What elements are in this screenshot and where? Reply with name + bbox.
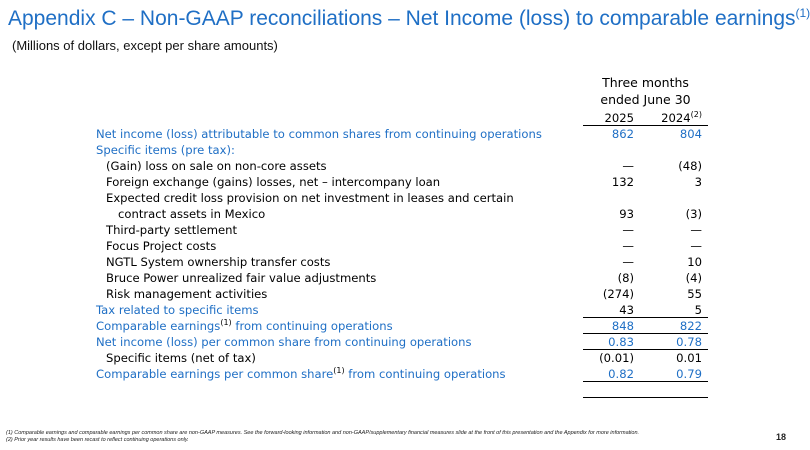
row-label: Bruce Power unrealized fair value adjustments [106, 271, 377, 285]
table-row [96, 286, 716, 302]
row-label: Focus Project costs [106, 239, 217, 253]
row-value-2024: (3) [685, 207, 702, 221]
row-value-2025: 93 [619, 207, 634, 221]
row-label [96, 366, 506, 382]
row-value-2025: 862 [611, 127, 634, 141]
reconciliation-table [96, 110, 716, 382]
table-row [96, 350, 716, 366]
row-value-2024: 3 [694, 175, 702, 189]
row-label: Net income (loss) attributable to common shares from continuing operations [96, 127, 542, 141]
table-row [96, 142, 716, 158]
row-value-2025: — [622, 239, 634, 253]
row-label: Specific items (net of tax) [106, 351, 256, 365]
row-label-tail: from continuing operations [344, 367, 506, 381]
column-header-2024-footnote-ref: (2) [690, 110, 702, 120]
column-header-2024 [642, 110, 702, 126]
row-value-2025: 132 [611, 175, 634, 189]
table-row [96, 238, 716, 254]
row-value-2024: — [690, 223, 702, 237]
table-row [96, 222, 716, 238]
row-label: Foreign exchange (gains) losses, net – intercompany loan [106, 175, 441, 189]
row-label: Risk management activities [106, 287, 268, 301]
row-label: (Gain) loss on sale on non-core assets [106, 159, 327, 173]
row-label-footnote-ref: (1) [333, 366, 345, 376]
row-value-2024: (48) [678, 159, 702, 173]
row-value-2024: 5 [694, 303, 702, 317]
footnote-2: (2) Prior year results have been recast to reflect continuing operations only. [6, 437, 189, 443]
row-value-2024: — [690, 239, 702, 253]
table-row [96, 206, 716, 222]
per-share-underline [583, 397, 708, 398]
page-title [8, 6, 810, 31]
total-divider [583, 333, 708, 334]
row-value-2025: (0.01) [599, 351, 634, 365]
row-value-2024: (4) [685, 271, 702, 285]
subtotal-divider [583, 317, 708, 318]
footnote-1: (1) Comparable earnings and comparable earnings per common share are non-GAAP measures. See the forward-looking information and non-GAAP/supplementary financial measures slide at the front of this presentation and the Appendix for more information. [6, 430, 640, 436]
table-row [96, 270, 716, 286]
row-label-text: Comparable earnings [96, 319, 221, 333]
page-subtitle: (Millions of dollars, except per share amounts) [12, 38, 278, 53]
column-header-row [96, 110, 716, 126]
row-value-2024: 55 [687, 287, 702, 301]
row-label: Net income (loss) per common share from continuing operations [96, 335, 472, 349]
row-value-2025: 848 [611, 319, 634, 333]
per-share-divider [583, 381, 708, 382]
period-header [583, 74, 708, 108]
row-value-2025: — [622, 255, 634, 269]
table-row [96, 318, 716, 334]
row-label-text: Comparable earnings per common share [96, 367, 334, 381]
page-number: 18 [775, 432, 786, 442]
row-label: Tax related to specific items [96, 303, 259, 317]
row-value-2024: 822 [679, 319, 702, 333]
table-row [96, 158, 716, 174]
row-label-footnote-ref: (1) [220, 318, 232, 328]
row-value-2025: 0.83 [608, 335, 634, 349]
table-row [96, 366, 716, 382]
total-underline [583, 349, 708, 350]
row-label [96, 318, 393, 334]
row-label: contract assets in Mexico [118, 207, 266, 221]
row-label: Third-party settlement [106, 223, 238, 237]
title-text: Appendix C – Non-GAAP reconciliations – Net Income (loss) to comparable earnings [8, 7, 796, 30]
column-header-2024-text: 2024 [661, 111, 691, 125]
row-value-2025: 43 [619, 303, 634, 317]
table-row [96, 302, 716, 318]
row-value-2024: 804 [679, 127, 702, 141]
period-line-1: Three months [602, 75, 689, 90]
row-value-2025: 0.82 [608, 367, 634, 381]
footnotes [6, 430, 639, 444]
row-label: Expected credit loss provision on net investment in leases and certain [106, 191, 514, 205]
column-header-2025: 2025 [604, 111, 634, 125]
row-value-2024: 0.01 [676, 351, 702, 365]
table-row [96, 254, 716, 270]
row-value-2024: 0.78 [676, 335, 702, 349]
title-footnote-ref: (1) [795, 6, 810, 20]
row-label-tail: from continuing operations [231, 319, 393, 333]
row-value-2025: (8) [617, 271, 634, 285]
row-value-2025: — [622, 223, 634, 237]
table-row [96, 190, 716, 206]
row-label: NGTL System ownership transfer costs [106, 255, 331, 269]
table-row [96, 174, 716, 190]
table-row [96, 126, 716, 142]
row-value-2025: (274) [602, 287, 634, 301]
row-label: Specific items (pre tax): [96, 143, 235, 157]
row-value-2024: 0.79 [676, 367, 702, 381]
row-value-2024: 10 [687, 255, 702, 269]
table-row [96, 334, 716, 350]
period-line-2: ended June 30 [600, 92, 691, 107]
row-value-2025: — [622, 159, 634, 173]
